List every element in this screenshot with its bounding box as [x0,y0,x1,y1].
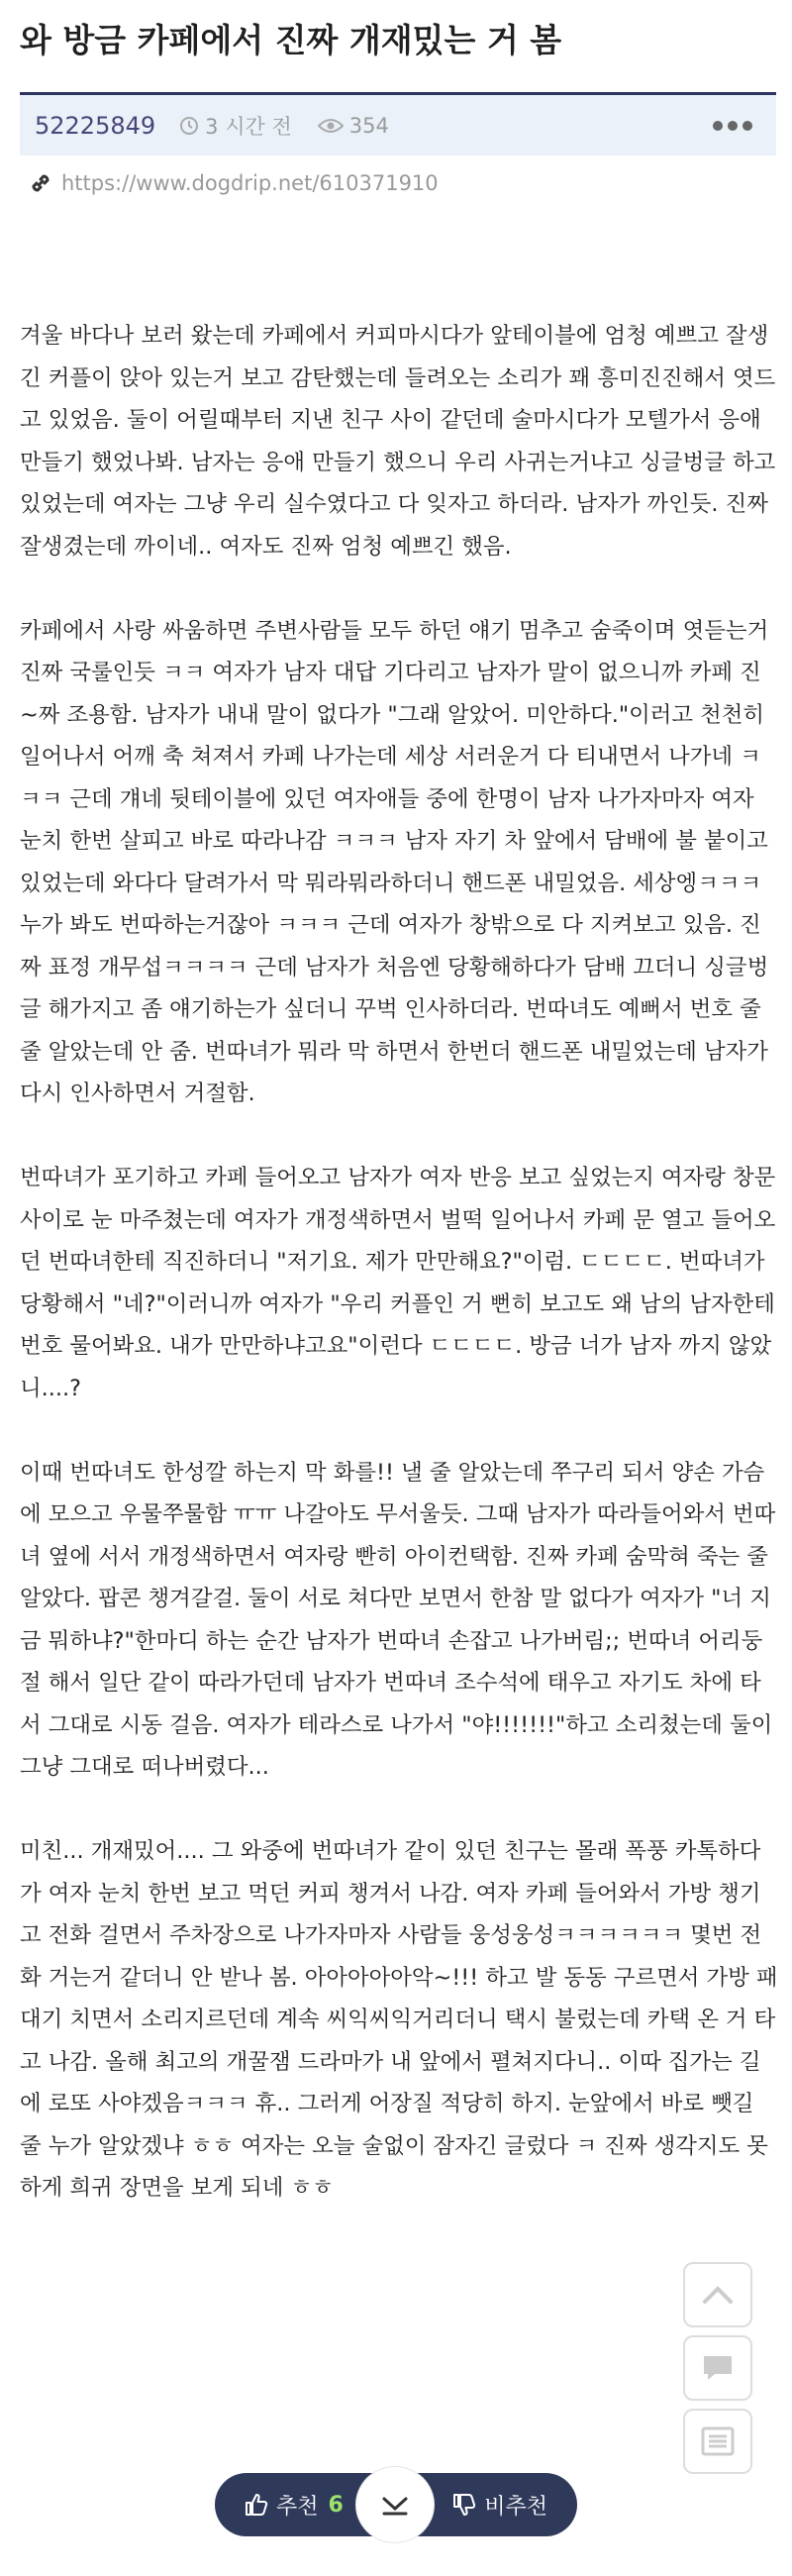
list-icon [701,2426,735,2456]
eye-icon [318,117,344,135]
vote-bar [215,2473,577,2536]
chevron-down-icon [380,2493,410,2517]
link-icon [28,170,53,196]
body-paragraph: 미친... 개재밌어.... 그 와중에 번따녀가 같이 있던 친구는 몰래 폭풍 카톡하다가 여자 눈치 한번 보고 먹던 커피 챙겨서 나감. 여자 카페 들어와서 가방 챙기고 전화 걸면서 주차장으로 나가자마자 사람들 웅성웅성ㅋㅋㅋㅋㅋㅋ 몇번 전화 거는거 같더니 안 받나 봄. 아아아아아악~!!! 하고 발 동동 구르면서 가방 패대기 치면서 소리지르던데 계속 씨익씨익거리더니 택시 불렀는데 카택 온 거 타고 나감. 올해 최고의 개꿀잼 드라마가 내 앞에서 펼쳐지다니.. 이따 집가는 길에 로또 사야겠음ㅋㅋㅋ 휴.. 그러게 어장질 적당히 하지. 눈앞에서 바로 뺏길 줄 누가 알았겠냐 ㅎㅎ 여자는 오늘 술없이 잠자긴 글렀다 ㅋ 진짜 생각지도 못하게 희귀 장면을 보게 되네 ㅎㅎ [20,1838,778,2201]
more-dots-icon [713,121,723,131]
body-paragraph: 이때 번따녀도 한성깔 하는지 막 화를!! 낼 줄 알았는데 쭈구리 되서 양손 가슴에 모으고 우물쭈물함 ㅠㅠ 나갈아도 무서울듯. 그때 남자가 따라들어와서 번따녀 옆에 서서 개정색하면서 여자랑 빤히 아이컨택함. 진짜 카페 숨막혀 죽는 줄 알았다. 팝콘 챙겨갈걸. 둘이 서로 쳐다만 보면서 한참 말 없다가 여자가 "너 지금 뭐하냐?"한마디 하는 순간 남자가 번따녀 손잡고 나가버림;; 번따녀 어리둥절 해서 일단 같이 따라가던데 남자가 번따녀 조수석에 태우고 자기도 차에 타서 그대로 시동 걸음. 여자가 테라스로 나가서 "야!!!!!!!"하고 소리쳤는데 둘이 그냥 그대로 떠나버렸다... [20,1459,776,1780]
post-time [179,111,292,141]
body-paragraph: 번따녀가 포기하고 카페 들어오고 남자가 여자 반응 보고 싶었는지 여자랑 창문 사이로 눈 마주쳤는데 여자가 개정색하면서 벌떡 일어나서 카페 문 열고 들어오던 번따녀한테 직진하더니 "저기요. 제가 만만해요?"이럼. ㄷㄷㄷㄷ. 번따녀가 당황해서 "네?"이러니까 여자가 "우리 커플인 거 뻔히 보고도 왜 남의 남자한테 번호 물어봐요. 내가 만만하냐고요"이런다 ㄷㄷㄷㄷ. 방금 너가 남자 까지 않았니....? [20,1165,776,1401]
post-views-count: 354 [348,113,389,138]
thumbs-up-icon [245,2493,268,2517]
source-url: https://www.dogdrip.net/610371910 [61,171,439,195]
more-options-button[interactable] [713,121,752,131]
comment-button[interactable] [683,2335,752,2401]
post-time-text: 3 시간 전 [205,114,292,139]
body-paragraph: 겨울 바다나 보러 왔는데 카페에서 커피마시다가 앞테이블에 엄청 예쁘고 잘생긴 커플이 앉아 있는거 보고 감탄했는데 들려오는 소리가 꽤 흥미진진해서 엿드고 있었음. 둘이 어릴때부터 지낸 친구 사이 같던데 술마시다가 모텔가서 응애 만들기 했었나봐. 남자는 응애 만들기 했으니 우리 사귀는거냐고 싱글벙글 하고 있었는데 여자는 그냥 우리 실수였다고 다 잊자고 하더라. 남자가 까인듯. 진짜 잘생겼는데 까이네.. 여자도 진짜 엄청 예쁘긴 했음. [20,323,776,560]
expand-button[interactable] [356,2467,434,2542]
scroll-top-button[interactable] [683,2262,752,2327]
chevron-up-icon [701,2284,735,2306]
upvote-label: 추천 [276,2494,319,2520]
author-name[interactable]: 52225849 [35,111,156,140]
downvote-label: 비추천 [484,2494,547,2520]
clock-icon [179,116,199,136]
list-button[interactable] [683,2409,752,2474]
comment-icon [701,2353,735,2383]
post-views [318,114,389,138]
post-title: 와 방금 카페에서 진짜 개재밌는 거 봄 [20,21,562,59]
upvote-count: 6 [328,2492,344,2518]
body-paragraph: 카페에서 사랑 싸움하면 주변사람들 모두 하던 얘기 멈추고 숨죽이며 엿듣는거 진짜 국룰인듯 ㅋㅋ 여자가 남자 대답 기다리고 남자가 말이 없으니까 카페 진~짜 조용함. 남자가 내내 말이 없다가 "그래 알았어. 미안하다."이러고 천천히 일어나서 어깨 축 쳐져서 카페 나가는데 세상 서러운거 다 티내면서 나가네 ㅋㅋㅋ 근데 걔네 뒷테이블에 있던 여자애들 중에 한명이 남자 나가자마자 여자 눈치 한번 살피고 바로 따라나감 ㅋㅋㅋ 남자 자기 차 앞에서 담배에 불 붙이고 있었는데 와다다 달려가서 막 뭐라뭐라하더니 핸드폰 내밀었음. 세상엥ㅋㅋㅋ 누가 봐도 번따하는거잖아 ㅋㅋㅋ 근데 여자가 창밖으로 다 지켜보고 있음. 진짜 표정 개무섭ㅋㅋㅋㅋ 근데 남자가 처음엔 당황해하다가 담배 끄더니 싱글벙글 해가지고 좀 얘기하는가 싶더니 꾸벅 인사하더라. 번따녀도 예뻐서 번호 줄 줄 알았는데 안 줌. 번따녀가 뭐라 막 하면서 한번더 핸드폰 내밀었는데 남자가 다시 인사하면서 거절함. [20,617,769,1106]
post-meta-bar [20,92,776,155]
source-link[interactable] [28,170,439,196]
thumbs-down-icon [452,2493,476,2517]
post-body [20,315,778,2210]
